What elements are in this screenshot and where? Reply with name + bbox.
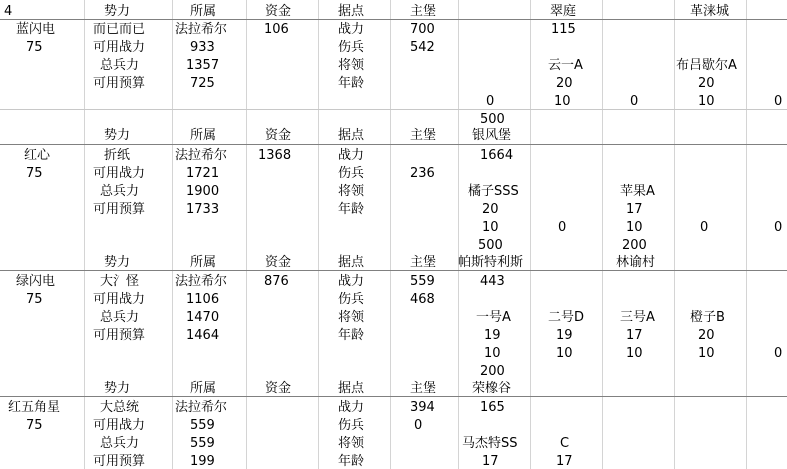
sheet-cell[interactable]: 20 bbox=[556, 76, 573, 91]
sheet-cell[interactable]: 势力 bbox=[104, 381, 131, 396]
sheet-cell[interactable]: 战力 bbox=[338, 148, 365, 163]
sheet-cell[interactable]: 4 bbox=[4, 4, 13, 19]
sheet-cell[interactable]: 布吕歇尔A bbox=[676, 58, 737, 73]
sheet-cell[interactable]: 红五角星 bbox=[8, 400, 61, 415]
sheet-cell[interactable]: 主堡 bbox=[410, 4, 437, 19]
sheet-cell[interactable]: 年龄 bbox=[338, 328, 365, 343]
sheet-cell[interactable]: 559 bbox=[410, 274, 435, 289]
sheet-cell[interactable]: 云一A bbox=[548, 58, 583, 73]
sheet-cell[interactable]: 17 bbox=[482, 454, 499, 469]
sheet-cell[interactable]: 伤兵 bbox=[338, 166, 365, 181]
sheet-cell[interactable]: 资金 bbox=[265, 381, 292, 396]
sheet-cell[interactable]: 将领 bbox=[338, 310, 365, 325]
sheet-cell[interactable]: 帕斯特利斯 bbox=[458, 255, 524, 270]
sheet-cell[interactable]: 可用战力 bbox=[93, 292, 146, 307]
column-divider bbox=[458, 0, 459, 469]
column-divider bbox=[746, 0, 747, 469]
sheet-cell[interactable]: 翠庭 bbox=[550, 4, 577, 19]
sheet-cell[interactable]: 将领 bbox=[338, 184, 365, 199]
sheet-cell[interactable]: 115 bbox=[551, 22, 576, 37]
sheet-cell[interactable]: 75 bbox=[26, 166, 43, 181]
column-divider bbox=[246, 0, 247, 469]
sheet-cell[interactable]: 伤兵 bbox=[338, 418, 365, 433]
sheet-cell[interactable]: 将领 bbox=[338, 58, 365, 73]
sheet-cell[interactable]: 橘子SSS bbox=[468, 184, 519, 199]
sheet-cell[interactable]: 资金 bbox=[265, 4, 292, 19]
sheet-cell[interactable]: 933 bbox=[190, 40, 215, 55]
sheet-cell[interactable]: 0 bbox=[558, 220, 567, 235]
sheet-cell[interactable]: 443 bbox=[480, 274, 505, 289]
sheet-cell[interactable]: 394 bbox=[410, 400, 435, 415]
sheet-cell[interactable]: 468 bbox=[410, 292, 435, 307]
sheet-cell[interactable]: 542 bbox=[410, 40, 435, 55]
sheet-cell[interactable]: 1106 bbox=[186, 292, 220, 307]
sheet-cell[interactable]: 236 bbox=[410, 166, 435, 181]
sheet-cell[interactable]: 战力 bbox=[338, 22, 365, 37]
sheet-cell[interactable]: 法拉希尔 bbox=[175, 22, 228, 37]
sheet-cell[interactable]: 10 bbox=[484, 346, 501, 361]
sheet-cell[interactable]: 17 bbox=[626, 202, 643, 217]
sheet-cell[interactable]: 19 bbox=[556, 328, 573, 343]
sheet-cell[interactable]: 106 bbox=[264, 22, 289, 37]
sheet-cell[interactable]: 0 bbox=[630, 94, 639, 109]
sheet-cell[interactable]: 可用预算 bbox=[93, 328, 146, 343]
sheet-cell[interactable]: 20 bbox=[698, 328, 715, 343]
sheet-cell[interactable]: 资金 bbox=[265, 255, 292, 270]
column-divider bbox=[84, 0, 85, 469]
sheet-cell[interactable]: 17 bbox=[556, 454, 573, 469]
sheet-cell[interactable]: 可用预算 bbox=[93, 76, 146, 91]
sheet-cell[interactable]: 0 bbox=[774, 346, 783, 361]
sheet-cell[interactable]: 将领 bbox=[338, 436, 365, 451]
sheet-cell[interactable]: 1664 bbox=[480, 148, 514, 163]
sheet-cell[interactable]: 资金 bbox=[265, 128, 292, 143]
sheet-cell[interactable]: 法拉希尔 bbox=[175, 400, 228, 415]
sheet-cell[interactable]: 三号A bbox=[620, 310, 655, 325]
sheet-cell[interactable]: 500 bbox=[480, 112, 505, 127]
sheet-cell[interactable]: C bbox=[560, 436, 570, 451]
sheet-cell[interactable]: 据点 bbox=[338, 255, 365, 270]
column-divider bbox=[674, 0, 675, 469]
sheet-cell[interactable]: 所属 bbox=[190, 255, 217, 270]
sheet-cell[interactable]: 蓝闪电 bbox=[16, 22, 56, 37]
sheet-cell[interactable]: 20 bbox=[698, 76, 715, 91]
row-divider bbox=[0, 109, 787, 110]
sheet-cell[interactable]: 可用预算 bbox=[93, 202, 146, 217]
sheet-cell[interactable]: 年龄 bbox=[338, 76, 365, 91]
column-divider bbox=[602, 0, 603, 469]
sheet-cell[interactable]: 主堡 bbox=[410, 381, 437, 396]
sheet-cell[interactable]: 法拉希尔 bbox=[175, 148, 228, 163]
sheet-cell[interactable]: 1900 bbox=[186, 184, 220, 199]
sheet-cell[interactable]: 75 bbox=[26, 418, 43, 433]
sheet-cell[interactable]: 876 bbox=[264, 274, 289, 289]
sheet-cell[interactable]: 所属 bbox=[190, 381, 217, 396]
sheet-cell[interactable]: 据点 bbox=[338, 4, 365, 19]
column-divider bbox=[318, 0, 319, 469]
sheet-cell[interactable]: 法拉希尔 bbox=[175, 274, 228, 289]
sheet-cell[interactable]: 20 bbox=[482, 202, 499, 217]
sheet-cell[interactable]: 1470 bbox=[186, 310, 220, 325]
sheet-cell[interactable]: 700 bbox=[410, 22, 435, 37]
sheet-cell[interactable]: 苹果A bbox=[620, 184, 655, 199]
sheet-cell[interactable]: 绿闪电 bbox=[16, 274, 56, 289]
sheet-cell[interactable]: 所属 bbox=[190, 128, 217, 143]
sheet-cell[interactable]: 折纸 bbox=[104, 148, 131, 163]
sheet-cell[interactable]: 主堡 bbox=[410, 128, 437, 143]
sheet-cell[interactable]: 1721 bbox=[186, 166, 220, 181]
sheet-cell[interactable]: 0 bbox=[774, 220, 783, 235]
sheet-cell[interactable]: 橙子B bbox=[690, 310, 725, 325]
sheet-cell[interactable]: 总兵力 bbox=[100, 58, 140, 73]
sheet-cell[interactable]: 1464 bbox=[186, 328, 220, 343]
sheet-cell[interactable]: 伤兵 bbox=[338, 292, 365, 307]
sheet-cell[interactable]: 据点 bbox=[338, 128, 365, 143]
sheet-cell[interactable]: 二号D bbox=[548, 310, 585, 325]
sheet-cell[interactable]: 可用战力 bbox=[93, 166, 146, 181]
sheet-cell[interactable]: 199 bbox=[190, 454, 215, 469]
sheet-cell[interactable]: 势力 bbox=[104, 255, 131, 270]
sheet-cell[interactable]: 725 bbox=[190, 76, 215, 91]
sheet-cell[interactable]: 战力 bbox=[338, 274, 365, 289]
sheet-cell[interactable]: 年龄 bbox=[338, 202, 365, 217]
sheet-cell[interactable]: 10 bbox=[554, 94, 571, 109]
sheet-cell[interactable]: 0 bbox=[700, 220, 709, 235]
column-divider bbox=[530, 0, 531, 469]
sheet-cell[interactable]: 总兵力 bbox=[100, 436, 140, 451]
column-divider bbox=[390, 0, 391, 469]
sheet-cell[interactable]: 总兵力 bbox=[100, 310, 140, 325]
sheet-cell[interactable]: 可用预算 bbox=[93, 454, 146, 469]
sheet-cell[interactable]: 1357 bbox=[186, 58, 220, 73]
sheet-cell[interactable]: 林谕村 bbox=[616, 255, 656, 270]
sheet-cell[interactable]: 荣橡谷 bbox=[472, 381, 512, 396]
sheet-cell[interactable]: 0 bbox=[774, 94, 783, 109]
column-divider bbox=[172, 0, 173, 469]
sheet-cell[interactable]: 200 bbox=[480, 364, 505, 379]
sheet-cell[interactable]: 1368 bbox=[258, 148, 292, 163]
sheet-cell[interactable]: 1733 bbox=[186, 202, 220, 217]
sheet-cell[interactable]: 17 bbox=[626, 328, 643, 343]
sheet-cell[interactable]: 10 bbox=[482, 220, 499, 235]
sheet-cell[interactable]: 0 bbox=[414, 418, 423, 433]
sheet-cell[interactable]: 所属 bbox=[190, 4, 217, 19]
sheet-cell[interactable]: 165 bbox=[480, 400, 505, 415]
sheet-cell[interactable]: 势力 bbox=[104, 128, 131, 143]
sheet-cell[interactable]: 大总统 bbox=[100, 400, 140, 415]
sheet-cell[interactable]: 红心 bbox=[24, 148, 51, 163]
sheet-cell[interactable]: 银风堡 bbox=[472, 128, 512, 143]
sheet-cell[interactable]: 一号A bbox=[476, 310, 511, 325]
sheet-cell[interactable]: 10 bbox=[698, 94, 715, 109]
sheet-cell[interactable]: 战力 bbox=[338, 400, 365, 415]
sheet-cell[interactable]: 19 bbox=[484, 328, 501, 343]
sheet-cell[interactable]: 10 bbox=[698, 346, 715, 361]
sheet-cell[interactable]: 据点 bbox=[338, 381, 365, 396]
sheet-cell[interactable]: 可用战力 bbox=[93, 40, 146, 55]
sheet-cell[interactable]: 559 bbox=[190, 436, 215, 451]
sheet-cell[interactable]: 200 bbox=[622, 238, 647, 253]
sheet-cell[interactable]: 而已而已 bbox=[93, 22, 146, 37]
sheet-cell[interactable]: 500 bbox=[478, 238, 503, 253]
sheet-cell[interactable]: 可用战力 bbox=[93, 418, 146, 433]
sheet-cell[interactable]: 总兵力 bbox=[100, 184, 140, 199]
sheet-cell[interactable]: 势力 bbox=[104, 4, 131, 19]
sheet-cell[interactable]: 伤兵 bbox=[338, 40, 365, 55]
sheet-cell[interactable]: 559 bbox=[190, 418, 215, 433]
sheet-cell[interactable]: 10 bbox=[626, 346, 643, 361]
sheet-cell[interactable]: 大氵怪 bbox=[100, 274, 140, 289]
sheet-cell[interactable]: 马杰特SS bbox=[462, 436, 518, 451]
sheet-cell[interactable]: 75 bbox=[26, 40, 43, 55]
sheet-cell[interactable]: 0 bbox=[486, 94, 495, 109]
sheet-cell[interactable]: 革涞城 bbox=[690, 4, 730, 19]
sheet-cell[interactable]: 10 bbox=[626, 220, 643, 235]
sheet-cell[interactable]: 主堡 bbox=[410, 255, 437, 270]
sheet-cell[interactable]: 75 bbox=[26, 292, 43, 307]
sheet-cell[interactable]: 年龄 bbox=[338, 454, 365, 469]
sheet-cell[interactable]: 10 bbox=[556, 346, 573, 361]
